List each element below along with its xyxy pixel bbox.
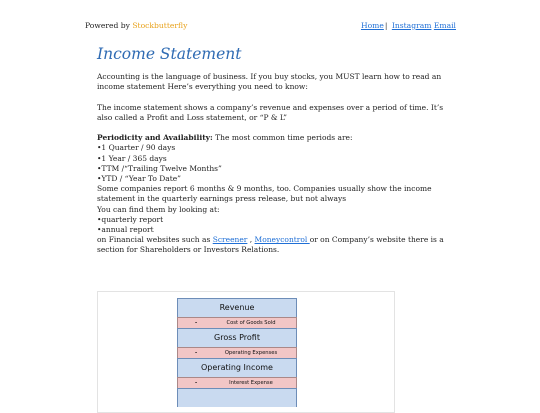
minus-sign: - <box>195 380 198 386</box>
diagram-deduction-label: Operating Expenses <box>224 350 278 356</box>
definition-paragraph: The income statement shows a company’s revenue and expenses over a period of time. It’s also called a Profit and Loss statement, or “P & L” <box>97 102 444 122</box>
period-item: •1 Quarter / 90 days <box>97 143 176 153</box>
financial-sites-text: , <box>247 235 255 245</box>
diagram-block: Gross Profit <box>177 328 297 347</box>
diagram-deduction <box>177 377 297 388</box>
diagram-block: Operating Income <box>177 358 297 377</box>
diagram-deduction <box>177 347 297 358</box>
top-nav <box>361 19 456 33</box>
diagram-deduction-label: Interest Expense <box>229 380 273 386</box>
periods-heading: Periodicity and Availability: <box>97 133 213 143</box>
financial-sites-paragraph <box>97 235 449 255</box>
screener-link[interactable]: Screener <box>212 235 248 245</box>
income-statement-diagram <box>177 298 297 407</box>
diagram-deduction-label: Cost of Goods Sold <box>226 320 276 326</box>
powered-by-label: Powered by <box>85 21 130 30</box>
nav-separator: | <box>384 21 388 30</box>
page-title: Income Statement <box>97 45 242 63</box>
reports-note: Some companies report 6 months & 9 months, too. Companies usually show the income statement in the quarterly earnings press release, but not always <box>97 184 432 204</box>
financial-sites-text: on Financial websites such as <box>97 235 213 245</box>
intro-paragraph: Accounting is the language of business. If you buy stocks, you MUST learn how to read an income statement Here’s everything you need to know: <box>97 72 442 92</box>
nav-instagram-link[interactable]: Instagram <box>391 21 432 30</box>
period-item: •YTD / “Year To Date” <box>97 174 181 183</box>
periods-intro: The most common time periods are: <box>212 133 353 143</box>
nav-home-link[interactable]: Home <box>360 21 384 30</box>
diagram-deduction <box>177 317 297 328</box>
find-item: •annual report <box>97 225 154 235</box>
income-statement-diagram-frame <box>97 291 395 413</box>
brand-link[interactable]: Stockbutterfly <box>132 21 188 30</box>
periods-paragraph <box>97 133 449 143</box>
find-item: •quarterly report <box>97 214 164 224</box>
minus-sign: - <box>195 320 198 326</box>
minus-sign: - <box>195 350 198 356</box>
find-text: You can find them by looking at: <box>97 204 220 214</box>
nav-email-link[interactable]: Email <box>433 21 456 30</box>
powered-by <box>85 19 187 33</box>
diagram-block: Revenue <box>177 298 297 317</box>
financial-sites-text: or on Company’s website there is a section for Shareholders or Investors Relations. <box>97 235 444 255</box>
diagram-block-partial <box>177 388 297 407</box>
top-bar <box>85 19 456 33</box>
period-item: •TTM /“Trailing Twelve Months” <box>97 163 222 173</box>
moneycontrol-link[interactable]: Moneycontrol <box>254 235 310 245</box>
article-body <box>97 72 449 256</box>
period-item: •1 Year / 365 days <box>97 153 167 163</box>
